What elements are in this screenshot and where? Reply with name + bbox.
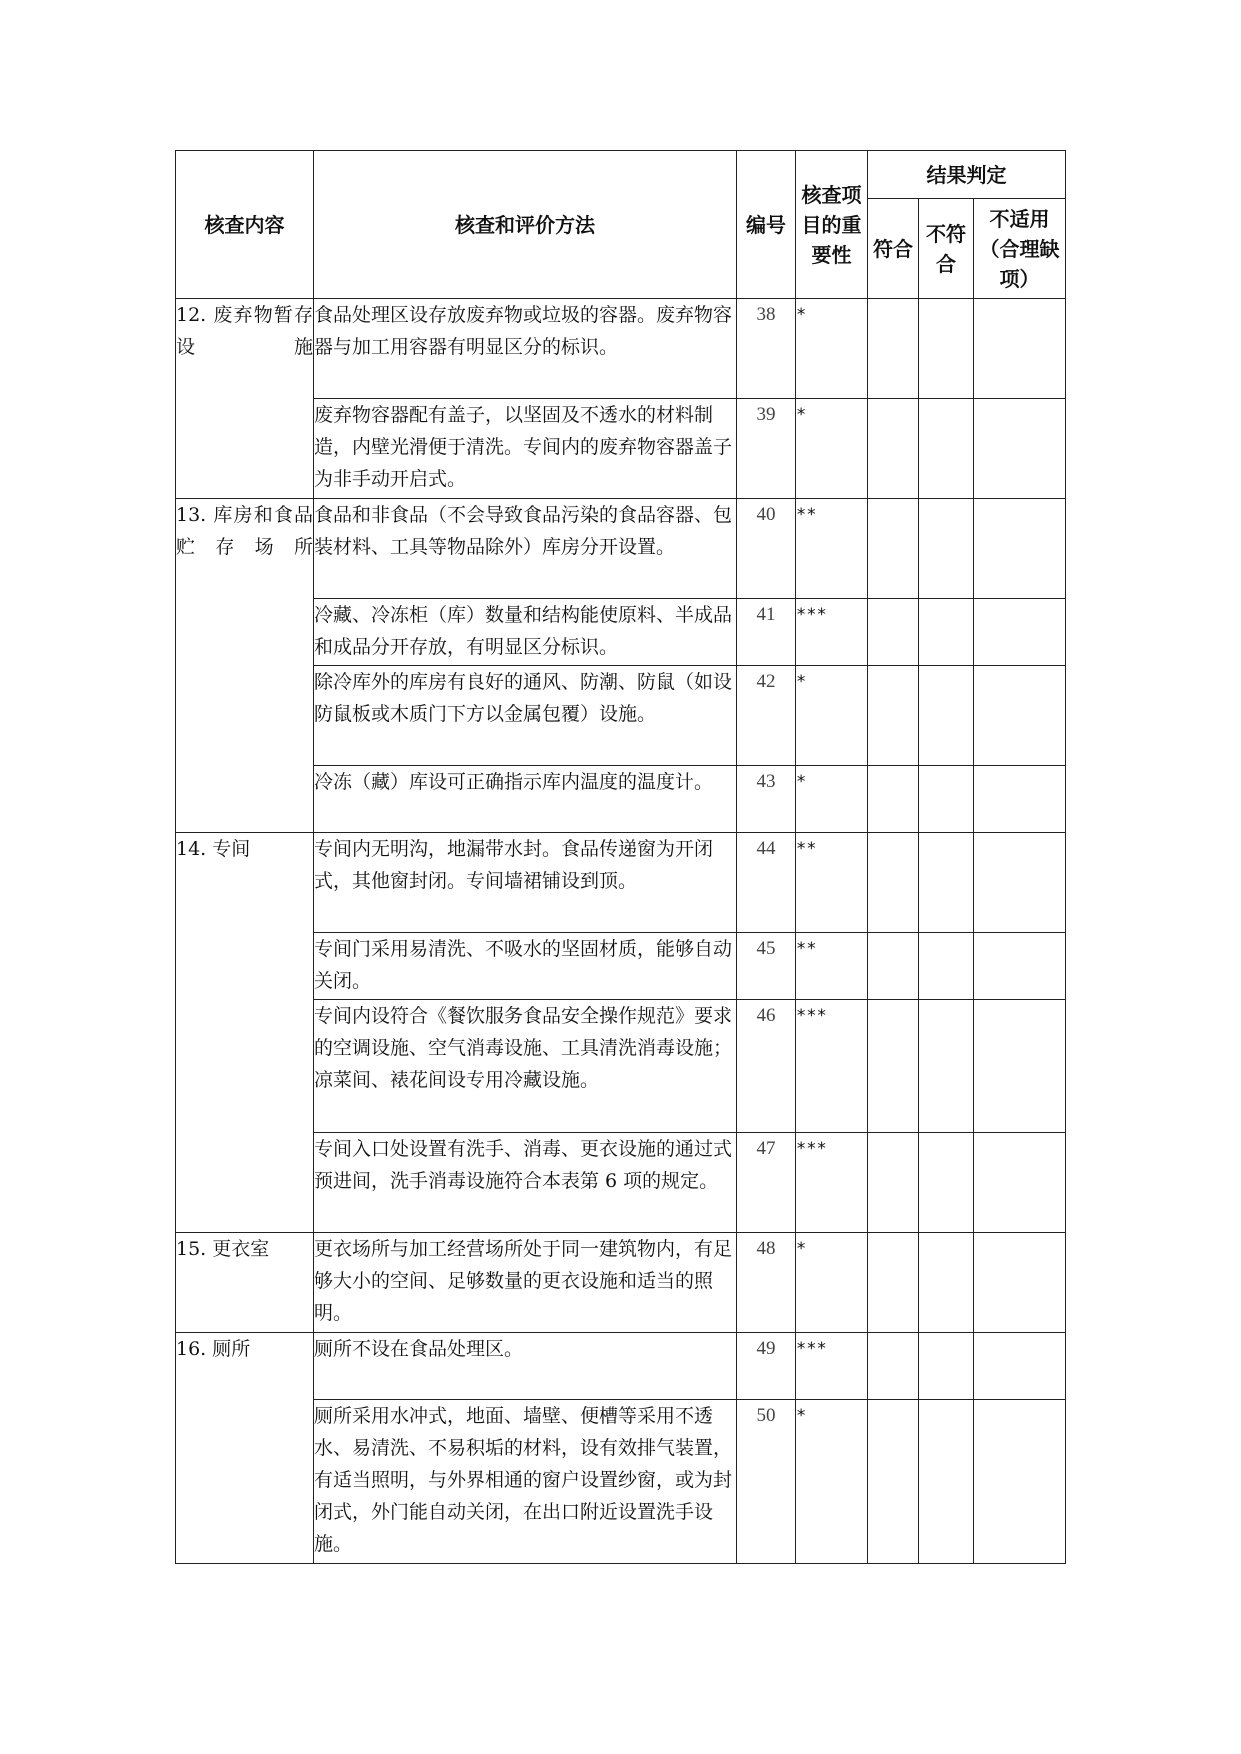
method-cell: 更衣场所与加工经营场所处于同一建筑物内，有足够大小的空间、足够数量的更衣设施和适当的照明。 bbox=[314, 1233, 737, 1333]
method-cell: 冷冻（藏）库设可正确指示库内温度的温度计。 bbox=[314, 766, 737, 833]
nonconform-cell[interactable] bbox=[919, 833, 974, 933]
number-cell: 40 bbox=[737, 499, 796, 599]
notapplicable-cell[interactable] bbox=[974, 1133, 1066, 1233]
number-cell: 47 bbox=[737, 1133, 796, 1233]
number-cell: 42 bbox=[737, 666, 796, 766]
conform-cell[interactable] bbox=[868, 499, 919, 599]
nonconform-cell[interactable] bbox=[919, 766, 974, 833]
table-row bbox=[176, 833, 1066, 933]
method-cell: 冷藏、冷冻柜（库）数量和结构能使原料、半成品和成品分开存放，有明显区分标识。 bbox=[314, 599, 737, 666]
number-cell: 45 bbox=[737, 933, 796, 1000]
notapplicable-cell[interactable] bbox=[974, 399, 1066, 499]
notapplicable-cell[interactable] bbox=[974, 933, 1066, 1000]
nonconform-cell[interactable] bbox=[919, 499, 974, 599]
conform-cell[interactable] bbox=[868, 1400, 919, 1564]
importance-cell: *** bbox=[796, 599, 868, 666]
nonconform-cell[interactable] bbox=[919, 1400, 974, 1564]
nonconform-cell[interactable] bbox=[919, 399, 974, 499]
header-nonconform: 不符合 bbox=[919, 199, 974, 299]
method-cell: 食品和非食品（不会导致食品污染的食品容器、包装材料、工具等物品除外）库房分开设置。 bbox=[314, 499, 737, 599]
importance-cell: * bbox=[796, 666, 868, 766]
nonconform-cell[interactable] bbox=[919, 599, 974, 666]
conform-cell[interactable] bbox=[868, 1133, 919, 1233]
method-cell: 厕所采用水冲式，地面、墙壁、便槽等采用不透水、易清洗、不易积垢的材料，设有效排气装置，有适当照明，与外界相通的窗户设置纱窗，或为封闭式，外门能自动关闭，在出口附近设置洗手设施。 bbox=[314, 1400, 737, 1564]
header-notapplicable: 不适用（合理缺项） bbox=[974, 199, 1066, 299]
number-cell: 41 bbox=[737, 599, 796, 666]
importance-cell: *** bbox=[796, 1133, 868, 1233]
notapplicable-cell[interactable] bbox=[974, 599, 1066, 666]
nonconform-cell[interactable] bbox=[919, 666, 974, 766]
conform-cell[interactable] bbox=[868, 1333, 919, 1400]
conform-cell[interactable] bbox=[868, 666, 919, 766]
number-cell: 50 bbox=[737, 1400, 796, 1564]
category-cell: 15. 更衣室 bbox=[176, 1233, 314, 1333]
header-conform: 符合 bbox=[868, 199, 919, 299]
number-cell: 49 bbox=[737, 1333, 796, 1400]
notapplicable-cell[interactable] bbox=[974, 1400, 1066, 1564]
conform-cell[interactable] bbox=[868, 1000, 919, 1133]
conform-cell[interactable] bbox=[868, 599, 919, 666]
category-cell: 16. 厕所 bbox=[176, 1333, 314, 1564]
conform-cell[interactable] bbox=[868, 1233, 919, 1333]
table-row bbox=[176, 499, 1066, 599]
number-cell: 38 bbox=[737, 299, 796, 399]
importance-cell: * bbox=[796, 399, 868, 499]
inspection-table bbox=[175, 150, 1066, 1564]
header-result: 结果判定 bbox=[868, 151, 1066, 199]
importance-cell: * bbox=[796, 1400, 868, 1564]
number-cell: 48 bbox=[737, 1233, 796, 1333]
method-cell: 废弃物容器配有盖子，以坚固及不透水的材料制造，内壁光滑便于清洗。专间内的废弃物容器盖子为非手动开启式。 bbox=[314, 399, 737, 499]
header-importance: 核查项目的重要性 bbox=[796, 151, 868, 299]
importance-cell: ** bbox=[796, 499, 868, 599]
notapplicable-cell[interactable] bbox=[974, 499, 1066, 599]
importance-cell: * bbox=[796, 299, 868, 399]
importance-cell: * bbox=[796, 766, 868, 833]
nonconform-cell[interactable] bbox=[919, 1133, 974, 1233]
importance-cell: * bbox=[796, 1233, 868, 1333]
nonconform-cell[interactable] bbox=[919, 1000, 974, 1133]
method-cell: 专间入口处设置有洗手、消毒、更衣设施的通过式预进间，洗手消毒设施符合本表第 6 项的规定。 bbox=[314, 1133, 737, 1233]
notapplicable-cell[interactable] bbox=[974, 1000, 1066, 1133]
number-cell: 39 bbox=[737, 399, 796, 499]
method-cell: 专间内设符合《餐饮服务食品安全操作规范》要求的空调设施、空气消毒设施、工具清洗消毒设施；凉菜间、裱花间设专用冷藏设施。 bbox=[314, 1000, 737, 1133]
notapplicable-cell[interactable] bbox=[974, 1233, 1066, 1333]
category-cell: 14. 专间 bbox=[176, 833, 314, 1233]
importance-cell: ** bbox=[796, 833, 868, 933]
nonconform-cell[interactable] bbox=[919, 1333, 974, 1400]
table-row bbox=[176, 1333, 1066, 1400]
conform-cell[interactable] bbox=[868, 399, 919, 499]
number-cell: 43 bbox=[737, 766, 796, 833]
conform-cell[interactable] bbox=[868, 833, 919, 933]
conform-cell[interactable] bbox=[868, 766, 919, 833]
number-cell: 46 bbox=[737, 1000, 796, 1133]
header-content: 核查内容 bbox=[176, 151, 314, 299]
notapplicable-cell[interactable] bbox=[974, 833, 1066, 933]
conform-cell[interactable] bbox=[868, 933, 919, 1000]
method-cell: 厕所不设在食品处理区。 bbox=[314, 1333, 737, 1400]
nonconform-cell[interactable] bbox=[919, 299, 974, 399]
importance-cell: *** bbox=[796, 1000, 868, 1133]
method-cell: 除冷库外的库房有良好的通风、防潮、防鼠（如设防鼠板或木质门下方以金属包覆）设施。 bbox=[314, 666, 737, 766]
header-number: 编号 bbox=[737, 151, 796, 299]
header-method: 核查和评价方法 bbox=[314, 151, 737, 299]
method-cell: 食品处理区设存放废弃物或垃圾的容器。废弃物容器与加工用容器有明显区分的标识。 bbox=[314, 299, 737, 399]
conform-cell[interactable] bbox=[868, 299, 919, 399]
method-cell: 专间门采用易清洗、不吸水的坚固材质，能够自动关闭。 bbox=[314, 933, 737, 1000]
notapplicable-cell[interactable] bbox=[974, 1333, 1066, 1400]
method-cell: 专间内无明沟，地漏带水封。食品传递窗为开闭式，其他窗封闭。专间墙裙铺设到顶。 bbox=[314, 833, 737, 933]
importance-cell: ** bbox=[796, 933, 868, 1000]
nonconform-cell[interactable] bbox=[919, 1233, 974, 1333]
category-cell: 12. 废弃物暂存设施 bbox=[176, 299, 314, 499]
nonconform-cell[interactable] bbox=[919, 933, 974, 1000]
importance-cell: *** bbox=[796, 1333, 868, 1400]
notapplicable-cell[interactable] bbox=[974, 666, 1066, 766]
notapplicable-cell[interactable] bbox=[974, 766, 1066, 833]
number-cell: 44 bbox=[737, 833, 796, 933]
table-row bbox=[176, 299, 1066, 399]
table-row bbox=[176, 1233, 1066, 1333]
category-cell: 13. 库房和食品贮存场所 bbox=[176, 499, 314, 833]
notapplicable-cell[interactable] bbox=[974, 299, 1066, 399]
